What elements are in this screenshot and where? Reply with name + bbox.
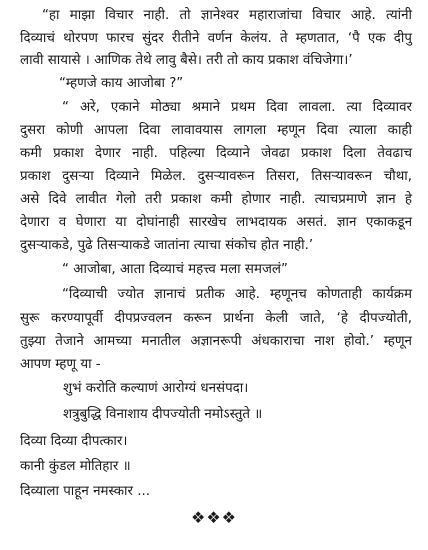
- paragraph-3-line-6: देणारा व घेणारा या दोघांनाही सारखेच लाभदायक असतं. ज्ञान एकाकडून: [20, 215, 412, 230]
- paragraph-5-line-3: तुझ्या तेजाने आमच्या मनातील अज्ञानरूपी अंधकाराचा नाश होवो.’ म्हणून: [20, 334, 412, 349]
- poem-line-3: दिव्याला पाहून नमस्कार ...: [20, 484, 150, 499]
- paragraph-3-line-3: कमी प्रकाश देणार नाही. पहिल्या दिव्याने जेवढा प्रकाश दिला तेवढाच: [20, 146, 412, 161]
- paragraph-1-line-1: “हा माझा विचार नाही. तो ज्ञानेश्वर महाराजांचा विचार आहे. त्यांनी: [42, 8, 412, 23]
- poem-line-1: दिव्या दिव्या दीपत्कार।: [20, 434, 128, 449]
- paragraph-3-line-5: असे दिवे लावीत गेलो तरी प्रकाश कमी होणार नाही. त्याचप्रमाणे ज्ञान हे: [20, 192, 412, 207]
- paragraph-3-line-1: “ अरे, एकाने मोठ्या श्रमाने प्रथम दिवा लावला. त्या दिव्यावर: [62, 100, 412, 115]
- paragraph-5-line-2: सुरू करण्यापूर्वी दीपप्रज्वलन करून प्रार्थना केली जाते, ‘हे दीपज्योती,: [20, 311, 412, 326]
- paragraph-3-line-7: दुसऱ्याकडे, पुढे तिसऱ्याकडे जातांना त्याचा संकोच होत नाही.’: [20, 238, 314, 253]
- section-end-ornament: ❖❖❖: [190, 508, 238, 527]
- paragraph-1-line-2: दिव्याचं थोरपण फारच सुंदर रीतीने वर्णन केलंय. ते म्हणतात, ‘पै एक दीपु: [20, 31, 412, 46]
- paragraph-1-line-3: लावी सायासे । आणिक तेथे लावु बैसे। तरी तो काय प्रकाश वंचिजेगा।’: [20, 53, 353, 68]
- verse-line-1: शुभं करोति कल्याणं आरोग्यं धनसंपदा।: [63, 381, 249, 396]
- paragraph-3-line-2: दुसरा कोणी आपला दिवा लावावयास लागला म्हणून दिवा त्याला काही: [20, 123, 412, 138]
- paragraph-2-line-1: “म्हणजे काय आजोबा ?”: [59, 76, 184, 91]
- paragraph-4-line-1: “ आजोबा, आता दिव्याचं महत्त्व मला समजलं”: [62, 262, 288, 277]
- poem-line-2: कानी कुंडल मोतिहार ॥: [20, 459, 131, 474]
- paragraph-5-line-1: “दिव्याची ज्योत ज्ञानाचं प्रतीक आहे. म्हणूनच कोणताही कार्यक्रम: [62, 287, 412, 302]
- verse-line-2: शत्रुबुद्धि विनाशाय दीपज्योती नमोऽस्तुते ॥: [63, 407, 263, 422]
- paragraph-3-line-4: प्रकाश दुसऱ्या दिव्याने मिळेल. दुसऱ्यावरून तिसरा, तिसऱ्यावरून चौथा,: [20, 169, 412, 184]
- paragraph-5-line-4: आपण म्हणू या -: [20, 357, 101, 372]
